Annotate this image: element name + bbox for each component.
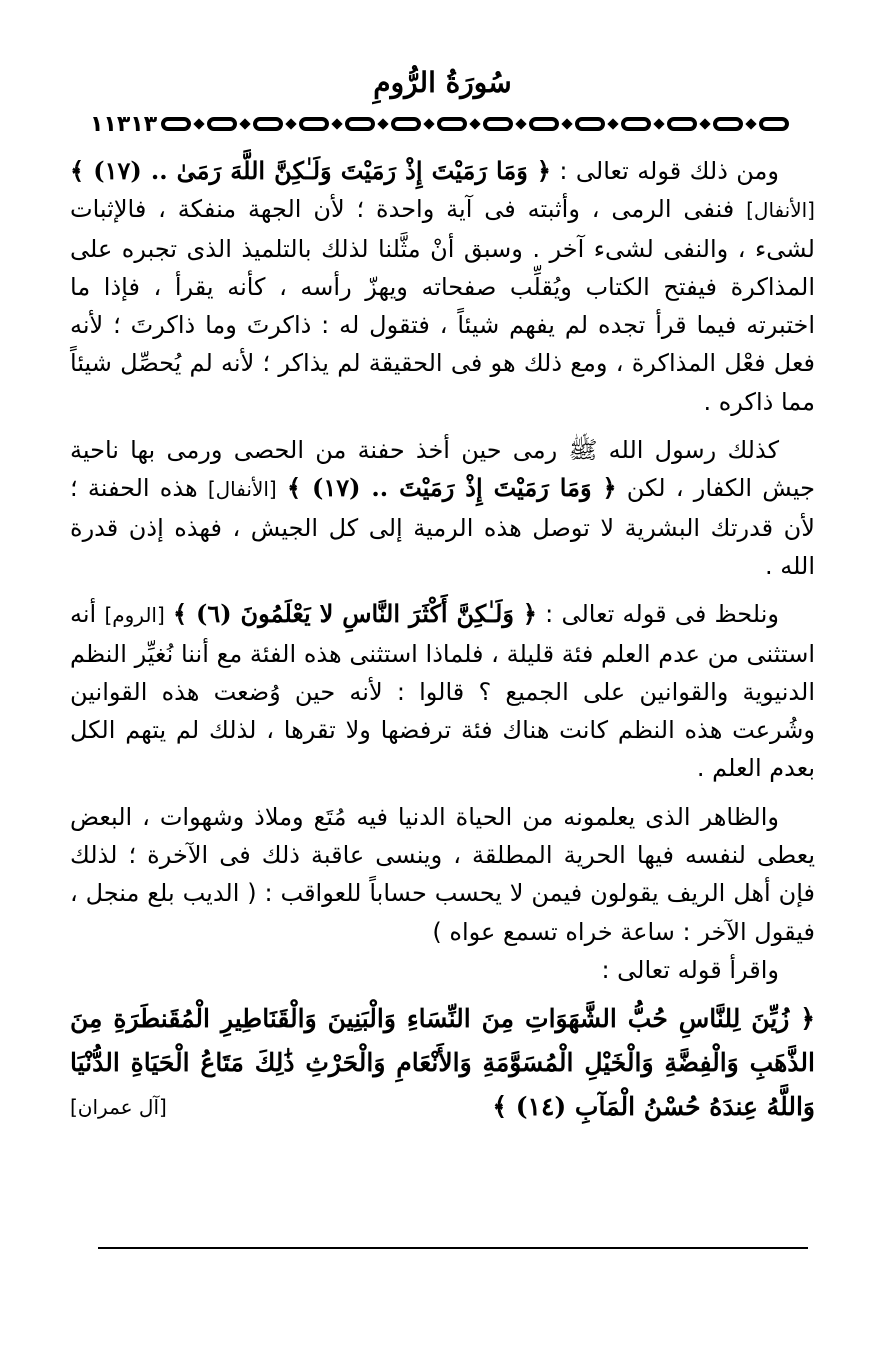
ornament-ring xyxy=(529,117,559,131)
final-quran-quote: ﴿ زُيِّنَ لِلنَّاسِ حُبُّ الشَّهَوَاتِ مِنَ النِّسَاءِ وَالْبَنِينَ وَالْقَنَاطِيرِ الْمُقَنطَرَةِ مِنَ الذَّهَبِ وَالْفِضَّةِ وَالْخَيْلِ الْمُسَوَّمَةِ وَالأَنْعَامِ وَالْحَرْثِ ذَٰلِكَ مَتَاعُ الْحَيَاةِ الدُّنْيَا وَاللَّهُ عِندَهُ حُسْنُ الْمَآبِ (١٤) ﴾ xyxy=(70,1004,815,1122)
ornament-ring xyxy=(299,117,329,131)
surah-reference: [الأنفال] xyxy=(746,198,815,223)
final-quran-quote-block xyxy=(70,997,815,1129)
ornament-diamond xyxy=(377,118,388,129)
ornament-ring xyxy=(713,117,743,131)
footer-divider xyxy=(98,1247,808,1249)
ornament-ring xyxy=(621,117,651,131)
paragraph xyxy=(70,595,815,787)
chain-ornament xyxy=(161,117,840,131)
ornament-ring xyxy=(759,117,789,131)
paragraph-text: ونلحظ فى قوله تعالى : xyxy=(536,600,779,629)
ornament-diamond xyxy=(193,118,204,129)
ornament-diamond xyxy=(561,118,572,129)
paragraph-text: كذلك رسول الله ﷺ رمى حين أخذ حفنة من الحصى ورمى بها ناحية جيش الكفار ، لكن xyxy=(70,436,815,503)
paragraph xyxy=(70,951,815,989)
ornament-diamond xyxy=(331,118,342,129)
ornament-diamond xyxy=(285,118,296,129)
ornament-ring xyxy=(483,117,513,131)
ornament-ring xyxy=(391,117,421,131)
ornament-ring xyxy=(207,117,237,131)
surah-reference: [الأنفال] xyxy=(207,477,277,502)
paragraph xyxy=(70,431,815,585)
quran-quote: ﴿ وَمَا رَمَيْتَ إِذْ رَمَيْتَ .. (١٧) ﴾ xyxy=(286,473,617,503)
ornament-diamond xyxy=(699,118,710,129)
page-body xyxy=(70,152,815,1129)
paragraph xyxy=(70,152,815,421)
final-quote-source: [آل عمران] xyxy=(70,1095,167,1120)
paragraph-text: ومن ذلك قوله تعالى : xyxy=(551,157,779,185)
header-ornament-band xyxy=(80,110,840,138)
ornament-diamond xyxy=(515,118,526,129)
ornament-ring xyxy=(575,117,605,131)
ornament-ring xyxy=(667,117,697,131)
page-number: ١١٣١٣ xyxy=(90,111,158,137)
paragraph-text: واقرأ قوله تعالى : xyxy=(601,955,779,984)
surah-reference: [الروم] xyxy=(104,603,165,628)
ornament-diamond xyxy=(653,118,664,129)
ornament-diamond xyxy=(469,118,480,129)
ornament-ring xyxy=(345,117,375,131)
ornament-diamond xyxy=(239,118,250,129)
ornament-ring xyxy=(437,117,467,131)
paragraph-text: هذه الحفنة ؛ لأن قدرتك البشرية لا توصل هذه الرمية إلى كل الجيش ، فهذه إذن قدرة الله . xyxy=(70,474,815,580)
quran-quote: ﴿ وَلَـٰكِنَّ أَكْثَرَ النَّاسِ لا يَعْلَمُونَ (٦) ﴾ xyxy=(173,599,537,629)
paragraph-text: أنه استثنى من عدم العلم فئة قليلة ، فلماذا استثنى هذه الفئة مع أننا نُغيِّر النظم الدنيوية والقوانين على الجميع ؟ قالوا : لأنه حين وُضعت هذه القوانين وشُرعت هذه النظم كانت هناك فئة ترفضها ولا تقرها ، لذلك لم يتهم الكل بعدم العلم . xyxy=(70,600,815,783)
paragraph-text: فنفى الرمى ، وأثبته فى آية واحدة ؛ لأن الجهة منفكة ، فالإثبات لشىء ، والنفى لشىء آخر . وسبق أنْ مثَّلنا لذلك بالتلميذ الذى تجبره على المذاكرة فيفتح الكتاب ويُقلِّب صفحاته ويهزّ رأسه ، كأنه يقرأ ، فإذا ما اختبرته فيما قرأ تجده لم يفهم شيئاً ، فتقول له : ذاكرتَ وما ذاكرتَ ؛ لأنه فعل فعْل المذاكرة ، ومع ذلك هو فى الحقيقة لم يذاكر ؛ لأنه لم يُحصِّل شيئاً مما ذاكره . xyxy=(70,195,815,416)
ornament-diamond xyxy=(745,118,756,129)
paragraph-text: والظاهر الذى يعلمونه من الحياة الدنيا فيه مُتَع وملاذ وشهوات ، البعض يعطى لنفسه فيها الحرية المطلقة ، وينسى عاقبة ذلك فى الآخرة ؛ لذلك فإن أهل الريف يقولون فيمن لا يحسب حساباً للعواقب : ( الديب بلع منجل ، فيقول الآخر : ساعة خراه تسمع عواه ) xyxy=(70,802,815,946)
ornament-diamond xyxy=(607,118,618,129)
ornament-ring xyxy=(253,117,283,131)
ornament-ring xyxy=(161,117,191,131)
ornament-diamond xyxy=(423,118,434,129)
surah-title: سُورَةُ الرُّومِ xyxy=(373,66,512,99)
paragraph xyxy=(70,798,815,951)
quran-quote: ﴿ وَمَا رَمَيْتَ إِذْ رَمَيْتَ وَلَـٰكِنَّ اللَّهَ رَمَىٰ .. (١٧) ﴾ xyxy=(70,156,551,185)
